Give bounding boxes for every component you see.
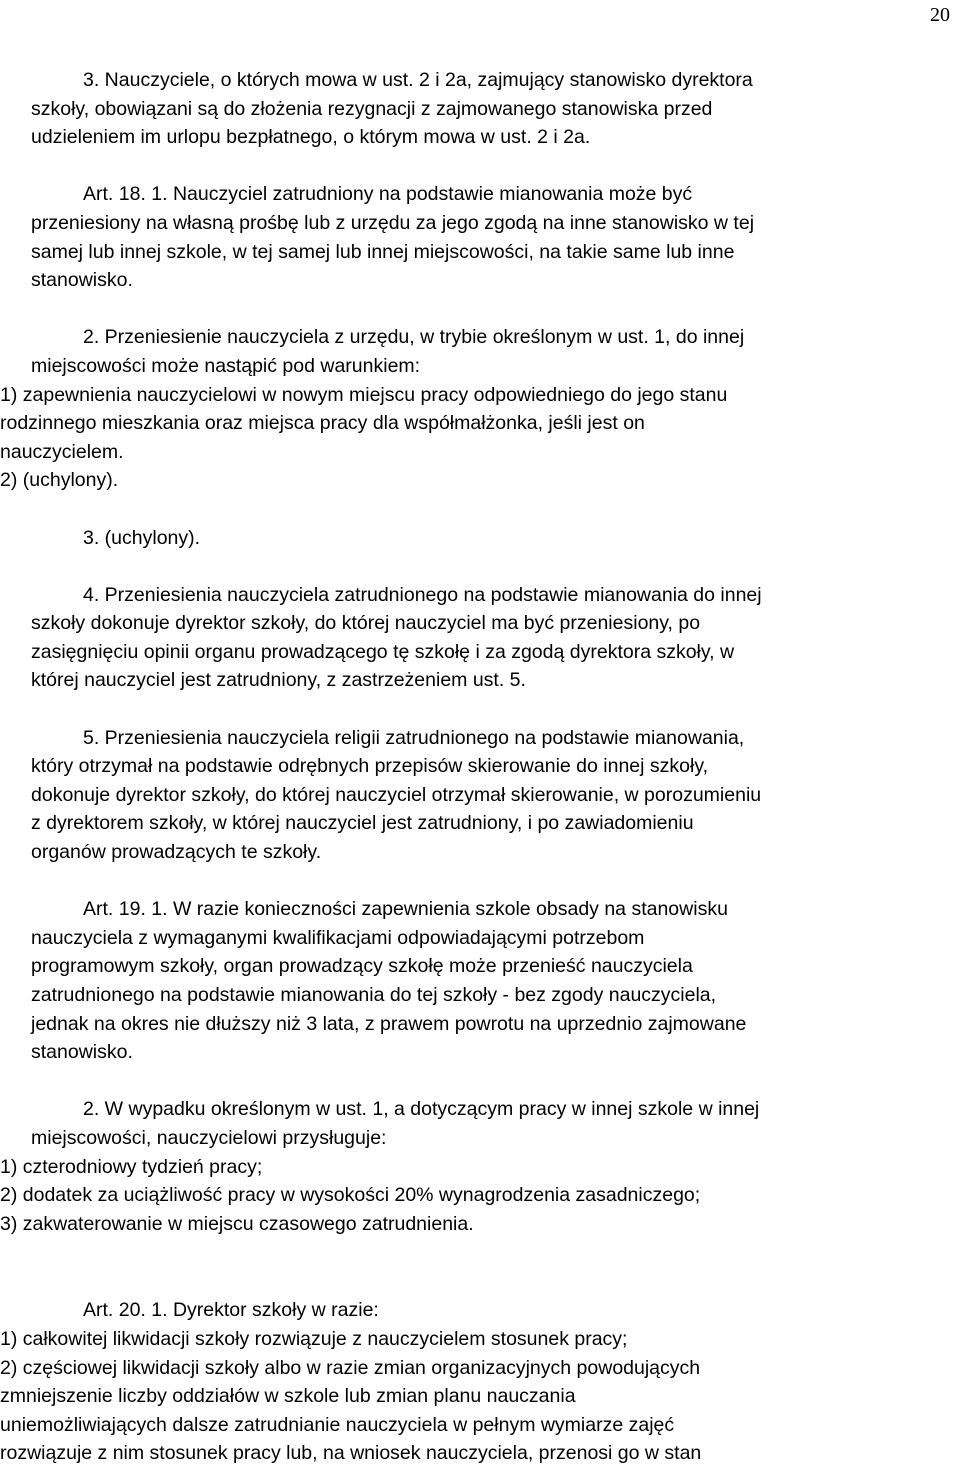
text-line: 5. Przeniesienia nauczyciela religii zatrudnionego na podstawie mianowania, [83,726,745,749]
paragraph-art20-ust1 [0,1296,960,1325]
text-line: rodzinnego mieszkania oraz miejsca pracy dla współmałżonka, jeśli jest on [0,412,645,435]
text-line: 1) zapewnienia nauczycielowi w nowym miejscu pracy odpowiedniego do jego stanu [0,383,728,406]
paragraph-art18-ust5 [0,724,960,867]
text-line: nauczycielem. [0,440,124,463]
text-line: miejscowości może nastąpić pod warunkiem: [31,354,421,377]
text-line: zatrudnionego na podstawie mianowania do tej szkoły - bez zgody nauczyciela, [31,984,717,1006]
text-line: szkoły, obowiązani są do złożenia rezygnacji z zajmowanego stanowiska przed [31,97,713,120]
text-line: dokonuje dyrektor szkoły, do której nauczyciel otrzymał skierowanie, w porozumieniu [31,783,762,806]
paragraph-art18-ust2 [0,323,960,380]
paragraph-art19-ust1 [0,895,960,1067]
list-item-art18-2-pkt1 [0,381,960,467]
list-item-art19-2-pkt2 [0,1181,960,1210]
text-line: stanowisko. [31,269,133,292]
text-line: samej lub innej szkole, w tej samej lub innej miejscowości, na takie same lub inne [31,240,735,263]
document-body [0,66,960,1468]
list-item-art19-2-pkt3 [0,1210,960,1239]
text-line: z dyrektorem szkoły, w której nauczyciel jest zatrudniony, i po zawiadomieniu [31,812,694,835]
text-line: 1) całkowitej likwidacji szkoły rozwiązuje z nauczycielem stosunek pracy; [0,1327,628,1350]
text-line: 2. W wypadku określonym w ust. 1, a dotyczącym pracy w innej szkole w innej [83,1098,760,1121]
text-line: 4. Przeniesienia nauczyciela zatrudnionego na podstawie mianowania do innej [83,583,762,606]
text-line: zasięgnięciu opinii organu prowadzącego tę szkołę i za zgodą dyrektora szkoły, w [31,640,735,663]
text-line: uniemożliwiających dalsze zatrudnianie nauczyciela w pełnym wymiarze zajęć [0,1413,675,1436]
text-line: przeniesiony na własną prośbę lub z urzędu za jego zgodą na inne stanowisko w tej [31,211,755,234]
list-item-art20-1-pkt2 [0,1354,960,1468]
text-line: 2) (uchylony). [0,469,119,492]
text-line: Art. 18. 1. Nauczyciel zatrudniony na podstawie mianowania może być [83,183,693,206]
text-line: rozwiązuje z nim stosunek pracy lub, na wniosek nauczyciela, przenosi go w stan [0,1442,702,1465]
text-line: której nauczyciel jest zatrudniony, z zastrzeżeniem ust. 5. [31,669,526,692]
text-line: 3. (uchylony). [83,526,201,549]
list-item-art20-1-pkt1 [0,1325,960,1354]
text-line: 2) dodatek za uciążliwość pracy w wysokości 20% wynagrodzenia zasadniczego; [0,1184,701,1207]
text-line: jednak na okres nie dłuższy niż 3 lata, z prawem powrotu na uprzednio zajmowane [31,1012,747,1035]
paragraph-art19-ust2 [0,1095,960,1152]
page-number: 20 [930,4,950,26]
text-line: programowym szkoły, organ prowadzący szkołę może przenieść nauczyciela [31,955,693,978]
text-line: miejscowości, nauczycielowi przysługuje: [31,1126,387,1149]
text-line: 2. Przeniesienie nauczyciela z urzędu, w trybie określonym w ust. 1, do innej [83,326,745,349]
text-line: który otrzymał na podstawie odrębnych przepisów skierowanie do innej szkoły, [31,755,709,778]
text-line: Art. 20. 1. Dyrektor szkoły w razie: [83,1299,379,1322]
text-line: organów prowadzących te szkoły. [31,841,322,864]
text-line: szkoły dokonuje dyrektor szkoły, do której nauczyciel ma być przeniesiony, po [31,612,701,635]
text-line: nauczyciela z wymaganymi kwalifikacjami odpowiadającymi potrzebom [31,926,645,949]
text-line: 3) zakwaterowanie w miejscu czasowego zatrudnienia. [0,1212,474,1235]
text-line: udzieleniem im urlopu bezpłatnego, o którym mowa w ust. 2 i 2a. [31,126,591,149]
list-item-art18-2-pkt2 [0,466,960,495]
paragraph-art18-ust3 [0,66,960,152]
text-line: 2) częściowej likwidacji szkoły albo w razie zmian organizacyjnych powodujących [0,1356,701,1379]
text-line: 3. Nauczyciele, o których mowa w ust. 2 i 2a, zajmujący stanowisko dyrektora [83,69,753,91]
paragraph-art18-ust1 [0,180,960,294]
text-line: 1) czterodniowy tydzień pracy; [0,1155,263,1178]
text-line: zmniejszenie liczby oddziałów w szkole lub zmian planu nauczania [0,1385,576,1408]
text-line: Art. 19. 1. W razie konieczności zapewnienia szkole obsady na stanowisku [83,898,728,921]
paragraph-art18-ust4 [0,581,960,695]
paragraph-art18-ust3-uchylony [0,524,960,553]
list-item-art19-2-pkt1 [0,1153,960,1182]
text-line: stanowisko. [31,1041,133,1064]
